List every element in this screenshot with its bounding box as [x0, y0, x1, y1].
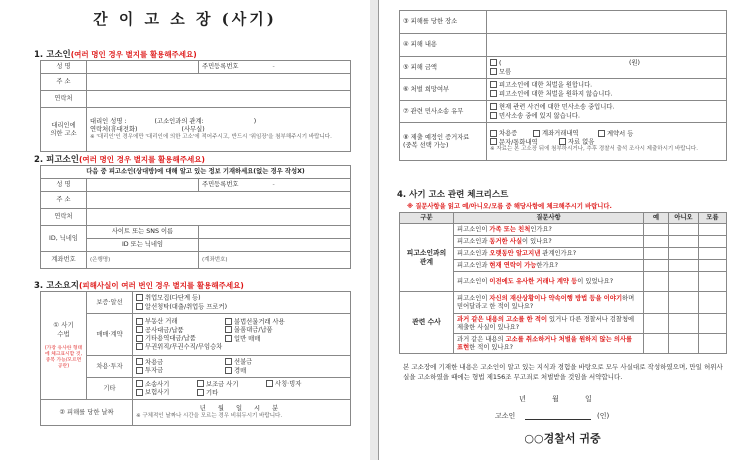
question-2: 피고소인과 동거한 사실이 있나요? [454, 236, 644, 248]
amount-unknown: 모름 [499, 68, 512, 75]
group-investigation: 관련 수사 [400, 292, 454, 354]
option-label: 피고소인에 대한 처벌을 원하지 않습니다. [499, 90, 613, 97]
option-label: 불법선물거래 사용 [234, 318, 285, 326]
checkbox[interactable] [490, 138, 497, 145]
accused-sns-field[interactable] [199, 226, 351, 239]
option-label: 물품대금/납품 [234, 326, 273, 334]
answer-yes[interactable] [644, 236, 669, 248]
answer-unknown[interactable] [699, 314, 727, 334]
section-1-title: 1. 고소인 [34, 50, 71, 60]
damage-details-table [399, 10, 727, 161]
checkbox[interactable] [136, 294, 143, 301]
checkbox[interactable] [197, 389, 204, 396]
checkbox[interactable] [225, 367, 232, 374]
question-8: 과거 같은 내용의 고소를 취소하거나 처벌을 원하지 않는 의사를 표현한 적이 있나요? [454, 334, 644, 354]
damage-date-label: ② 피해를 당한 날짜 [41, 400, 133, 426]
evidence-label: ⑧ 제출 예정인 증거자료 (중복 선택 가능) [400, 123, 487, 161]
answer-unknown[interactable] [699, 272, 727, 292]
answer-no[interactable] [669, 236, 699, 248]
col-unknown: 모름 [699, 213, 727, 224]
checkbox[interactable] [136, 335, 143, 342]
damage-content-label: ④ 피해 내용 [400, 34, 487, 57]
accused-id-label: ID, 닉네임 [41, 226, 87, 252]
checkbox[interactable] [490, 130, 497, 137]
answer-unknown[interactable] [699, 334, 727, 354]
question-5: 피고소인이 이전에도 유사한 거래나 계약 등이 있었나요? [454, 272, 644, 292]
complainant-table [40, 60, 351, 152]
recipient: ○○경찰서 귀중 [524, 432, 601, 445]
punishment-label: ⑥ 처벌 희망여부 [400, 79, 487, 101]
accused-top-note: 다음 중 피고소인(상대방)에 대해 알고 있는 정보 기재하세요(없는 경우 작성X) [41, 166, 351, 179]
method-row-1-options [133, 314, 351, 356]
damage-amount-cell: ( (원) 모름 [487, 57, 727, 79]
method-row-label-2: 차용·투자 [87, 356, 133, 378]
accused-name-field[interactable] [87, 179, 199, 192]
accused-sns-label: 사이트 또는 SNS 이름 [87, 226, 199, 239]
option-label: 선불금 [234, 358, 253, 366]
question-4: 피고소인과 현재 연락이 가능한가요? [454, 260, 644, 272]
damage-place-field[interactable] [487, 11, 727, 34]
checkbox[interactable] [490, 90, 497, 97]
option-label: 차용증 [499, 130, 518, 138]
checkbox[interactable] [559, 138, 566, 145]
section-3-note: (피해사실이 여러 번인 경우 별지를 활용해주세요) [78, 281, 244, 290]
complainant-rrn-label: 주민등록번호 [202, 63, 239, 71]
accused-nick-label: ID 또는 닉네임 [87, 239, 199, 252]
answer-no[interactable] [669, 334, 699, 354]
method-row-label-3: 기타 [87, 378, 133, 400]
answer-yes[interactable] [644, 260, 669, 272]
damage-date-fields: 년 월 일 시 분 [199, 405, 284, 413]
option-label: 공사대금/납품 [145, 326, 184, 334]
answer-no[interactable] [669, 248, 699, 260]
answer-unknown[interactable] [699, 260, 727, 272]
agent-name-label: 대리인 성명 : [90, 118, 127, 126]
option-label: 계약서 등 [607, 130, 634, 138]
civil-suit-label: ⑦ 관련 민사소송 유무 [400, 101, 487, 123]
damage-date-cell[interactable] [133, 400, 351, 426]
checkbox[interactable] [136, 389, 143, 396]
accused-table [40, 165, 351, 269]
evidence-cell [487, 123, 727, 161]
left-page [0, 0, 371, 460]
answer-yes[interactable] [644, 334, 669, 354]
checkbox[interactable] [490, 68, 497, 75]
section-2-heading [34, 153, 205, 165]
option-label: 계좌거래내역 [542, 130, 579, 138]
agent-office-label: (사무실) [181, 126, 205, 134]
damage-content-field[interactable] [487, 34, 727, 57]
checkbox[interactable] [136, 358, 143, 365]
accused-bank-field[interactable]: (은행명) [87, 252, 199, 269]
right-page [378, 0, 745, 460]
checkbox[interactable] [225, 326, 232, 333]
seal-label: (인) [597, 412, 610, 420]
col-division: 구분 [400, 213, 454, 224]
checkbox[interactable] [225, 318, 232, 325]
option-label: 차용금 [145, 358, 164, 366]
method-row-2-options [133, 356, 351, 378]
complainant-address-field[interactable] [87, 74, 351, 91]
section-1-note: (여러 명인 경우 별지를 활용해주세요) [70, 50, 197, 59]
checkbox[interactable] [490, 103, 497, 110]
page-gap [370, 0, 378, 460]
answer-no[interactable] [669, 314, 699, 334]
option-label: 사칭·빙자 [275, 380, 302, 388]
checkbox[interactable] [598, 130, 605, 137]
answer-unknown[interactable] [699, 292, 727, 314]
accused-nick-field[interactable] [199, 239, 351, 252]
answer-no[interactable] [669, 272, 699, 292]
answer-yes[interactable] [644, 272, 669, 292]
agent-note: ※ '대리인'인 경우에만 '대리인에 의한 고소'에 적어주시고, 반드시 '위임장'을 첨부해주시기 바랍니다. [90, 133, 332, 140]
checkbox[interactable] [136, 326, 143, 333]
accused-address-label: 주 소 [41, 192, 87, 209]
checklist-table [399, 212, 727, 354]
accused-rrn-cell[interactable]: 주민등록번호 - [199, 179, 351, 192]
option-label: 민사소송 중에 있지 않습니다. [499, 112, 580, 119]
damage-amount-label: ⑤ 피해 금액 [400, 57, 487, 79]
option-label: 취업모집(다단계 등) [145, 294, 201, 302]
group-relationship: 피고소인과의 관계 [400, 224, 454, 292]
option-label: 현재 관련 사건에 대한 민사소송 중입니다. [499, 103, 615, 111]
checkbox[interactable] [136, 343, 143, 350]
section-3-title: 3. 고소요지 [34, 281, 79, 291]
accused-account-label: 계좌번호 [41, 252, 87, 269]
method-cell [41, 292, 87, 400]
damage-date-note: ※ 구체적인 날짜나 시간을 모르는 경우 비워두시기 바랍니다. [136, 412, 283, 419]
checkbox[interactable] [533, 130, 540, 137]
option-label: 경매 [234, 367, 247, 374]
answer-unknown[interactable] [699, 224, 727, 236]
question-6: 피고소인이 자신의 재산상황이나 약속이행 방법 등을 이야기하며 믿어달라고 한 적이 있나요? [454, 292, 644, 314]
accused-address-field[interactable] [87, 192, 351, 209]
agent-label: 대리인에 의한 고소 [41, 108, 87, 152]
section-3-heading [34, 279, 244, 291]
col-yes: 예 [644, 213, 669, 224]
complainant-rrn-cell[interactable]: 주민등록번호 - [199, 61, 351, 74]
evidence-note: ※ 자료는 본 고소장 뒤에 첨부하시거나, 추후 경찰서 출석 조사시 제출하시기 바랍니다. [490, 146, 698, 153]
col-no: 아니오 [669, 213, 699, 224]
checkbox[interactable] [136, 367, 143, 374]
answer-yes[interactable] [644, 292, 669, 314]
accused-contact-field[interactable] [87, 209, 351, 226]
complainant-contact-field[interactable] [87, 91, 351, 108]
punishment-cell [487, 79, 727, 101]
option-label: 일반 매매 [234, 335, 261, 342]
checkbox[interactable] [490, 81, 497, 88]
method-row-label-0: 보증·알선 [87, 292, 133, 314]
question-3: 피고소인과 오랫동안 알고지낸 관계인가요? [454, 248, 644, 260]
agent-details-cell[interactable]: 대리인 성명 : (고소인과의 관계: ) 연락처(휴대전화) (사무실) ※ '대리인'인 경우에만 '대리인에 의한 고소'에 적어주시고, 반드시 '위임장'을 첨부해주시기 바랍니다. [87, 108, 351, 152]
option-label: 알선청탁(대출/취업등 프로커) [145, 303, 228, 310]
method-note: (가장 유사한 형태에 체크표시할 것, 중복 가능/모르면 공란) [44, 345, 83, 369]
checkbox[interactable] [136, 318, 143, 325]
signer-label: 고소인 [495, 412, 516, 420]
amount-unit: (원) [629, 59, 640, 67]
complainant-name-label: 성 명 [41, 61, 87, 74]
checkbox[interactable] [225, 358, 232, 365]
col-question: 질문사항 [454, 213, 644, 224]
accused-name-label: 성 명 [41, 179, 87, 192]
option-label: 무권위직/무권수직/무임승차 [145, 343, 223, 351]
closing-statement: 본 고소장에 기재한 내용은 고소인이 알고 있는 지식과 경험을 바탕으로 모두 사실대로 작성하였으며, 만일 허위사실을 고소하였을 때에는 형법 제156조 무고죄로 처벌받을 것임을 서약합니다. [403, 363, 723, 382]
complainant-contact-label: 연락처 [41, 91, 87, 108]
signature-line[interactable] [525, 419, 591, 420]
option-label: 투자금 [145, 367, 164, 374]
section-1-heading [34, 48, 197, 60]
summary-table [40, 291, 351, 426]
answer-no[interactable] [669, 260, 699, 272]
accused-rrn-label: 주민등록번호 [202, 181, 239, 189]
question-1: 피고소인이 가족 또는 친척인가요? [454, 224, 644, 236]
civil-suit-cell [487, 101, 727, 123]
method-row-0-options [133, 292, 351, 314]
agent-contact-label: 연락처(휴대전화) [90, 126, 138, 134]
accused-account-field[interactable]: (계좌번호) [199, 252, 351, 269]
answer-unknown[interactable] [699, 248, 727, 260]
checkbox[interactable] [136, 380, 143, 387]
complainant-address-label: 주 소 [41, 74, 87, 91]
checkbox[interactable] [225, 335, 232, 342]
option-label: 부동산 거래 [145, 318, 178, 326]
method-label: ① 사기 수법 [53, 321, 74, 338]
damage-place-label: ③ 피해를 당한 장소 [400, 11, 487, 34]
method-row-label-1: 매매·계약 [87, 314, 133, 356]
answer-no[interactable] [669, 224, 699, 236]
section-4-note: ※ 질문사항을 읽고 예/아니오/모름 중 해당사항에 체크해주시기 바랍니다. [407, 203, 612, 210]
section-2-note: (여러 명인 경우 별지를 활용해주세요) [78, 155, 205, 164]
checkbox[interactable] [490, 59, 497, 66]
answer-yes[interactable] [644, 248, 669, 260]
checkbox[interactable] [490, 112, 497, 119]
option-label: 보조금 사기 [206, 380, 239, 388]
answer-no[interactable] [669, 292, 699, 314]
option-label: 피고소인에 대한 처벌을 원합니다. [499, 81, 593, 89]
option-label: 기타 [206, 389, 219, 396]
checkbox[interactable] [136, 303, 143, 310]
accused-contact-label: 연락처 [41, 209, 87, 226]
section-2-title: 2. 피고소인 [34, 155, 79, 165]
complainant-name-field[interactable] [87, 61, 199, 74]
checkbox[interactable] [197, 380, 204, 387]
document-title: 간 이 고 소 장 (사기) [93, 10, 277, 28]
answer-unknown[interactable] [699, 236, 727, 248]
question-7: 과거 같은 내용의 고소를 한 적이 있거나 다른 경찰서나 검찰청에 제출한 사실이 있나요? [454, 314, 644, 334]
signature-date: 년 월 일 [519, 395, 604, 403]
agent-relation-label: (고소인과의 관계: [154, 118, 204, 126]
answer-yes[interactable] [644, 224, 669, 236]
option-label: 문자/통화내역 [499, 138, 538, 146]
option-label: 소송사기 [145, 380, 170, 388]
checkbox[interactable] [266, 380, 273, 387]
answer-yes[interactable] [644, 314, 669, 334]
option-label: 보험사기 [145, 389, 170, 396]
section-4-heading: 4. 사기 고소 관련 체크리스트 [397, 190, 509, 200]
option-label: 자료 없음 [568, 138, 595, 146]
option-label: 기타용역대금/납품 [145, 335, 196, 342]
method-row-3-options [133, 378, 351, 400]
